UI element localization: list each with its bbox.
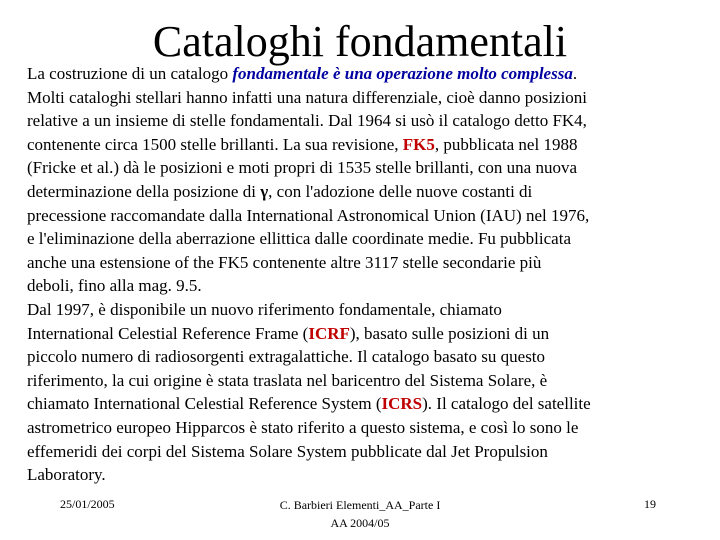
body-line-13: piccolo numero di radiosorgenti extragalattiche. Il catalogo basato su questo: [27, 347, 546, 367]
fk5-highlight: FK5: [402, 134, 435, 154]
page-number: 19: [644, 497, 656, 511]
body-line-2: Molti cataloghi stellari hanno infatti una natura differenziale, cioè danno posizioni: [27, 87, 588, 107]
emphasized-phrase: fondamentale è una operazione molto complessa: [232, 64, 573, 83]
body-line-18: Laboratory.: [27, 465, 106, 485]
body-line-15: [27, 392, 707, 416]
footer-author-line-2: AA 2004/05: [330, 516, 390, 530]
body-line-6: [27, 180, 707, 204]
body-line-5: (Fricke et al.) dà le posizioni e moti propri di 1535 stelle brillanti, con una nuova: [27, 158, 578, 178]
text-run: determinazione della posizione di: [27, 181, 261, 201]
footer-author-line-1: C. Barbieri Elementi_AA_Parte I: [279, 498, 441, 512]
gamma-symbol: γ: [260, 181, 269, 201]
slide-title: Cataloghi fondamentali: [152, 17, 568, 66]
text-run: , pubblicata nel 1988: [434, 134, 578, 154]
icrs-highlight: ICRS: [381, 394, 423, 414]
body-line-16: astrometrico europeo Hipparcos è stato riferito a questo sistema, e così lo sono le: [27, 417, 579, 437]
body-line-10: deboli, fino alla mag. 9.5.: [27, 276, 202, 296]
slide-body: [27, 62, 707, 487]
text-run: contenente circa 1500 stelle brillanti. La sua revisione,: [27, 134, 403, 154]
text-run: ). Il catalogo del satellite: [422, 394, 591, 414]
body-line-1: [27, 62, 707, 86]
footer-date: 25/01/2005: [60, 497, 115, 511]
body-line-3: relative a un insieme di stelle fondamentali. Dal 1964 si usò il catalogo detto FK4,: [27, 111, 587, 131]
footer-author: [230, 496, 490, 532]
text-run: .: [572, 64, 578, 83]
body-line-8: e l'eliminazione della aberrazione ellittica dalle coordinate medie. Fu pubblicata: [27, 229, 571, 249]
body-line-11: Dal 1997, è disponibile un nuovo riferimento fondamentale, chiamato: [27, 299, 502, 319]
text-run: ), basato sulle posizioni di un: [349, 323, 550, 343]
body-line-12: [27, 322, 707, 346]
text-run: La costruzione di un catalogo: [27, 64, 233, 83]
body-line-9: anche una estensione of the FK5 contenente altre 3117 stelle secondarie più: [27, 252, 542, 272]
body-line-7: precessione raccomandate dalla International Astronomical Union (IAU) nel 1976,: [27, 205, 590, 225]
body-line-17: effemeridi dei corpi del Sistema Solare System pubblicate dal Jet Propulsion: [27, 441, 548, 461]
text-run: International Celestial Reference Frame (: [27, 323, 309, 343]
text-run: , con l'adozione delle nuove costanti di: [268, 181, 533, 201]
text-run: chiamato International Celestial Reference System (: [27, 394, 382, 414]
icrf-highlight: ICRF: [308, 323, 350, 343]
body-line-14: riferimento, la cui origine è stata traslata nel baricentro del Sistema Solare, è: [27, 370, 548, 390]
body-line-4: [27, 133, 707, 157]
